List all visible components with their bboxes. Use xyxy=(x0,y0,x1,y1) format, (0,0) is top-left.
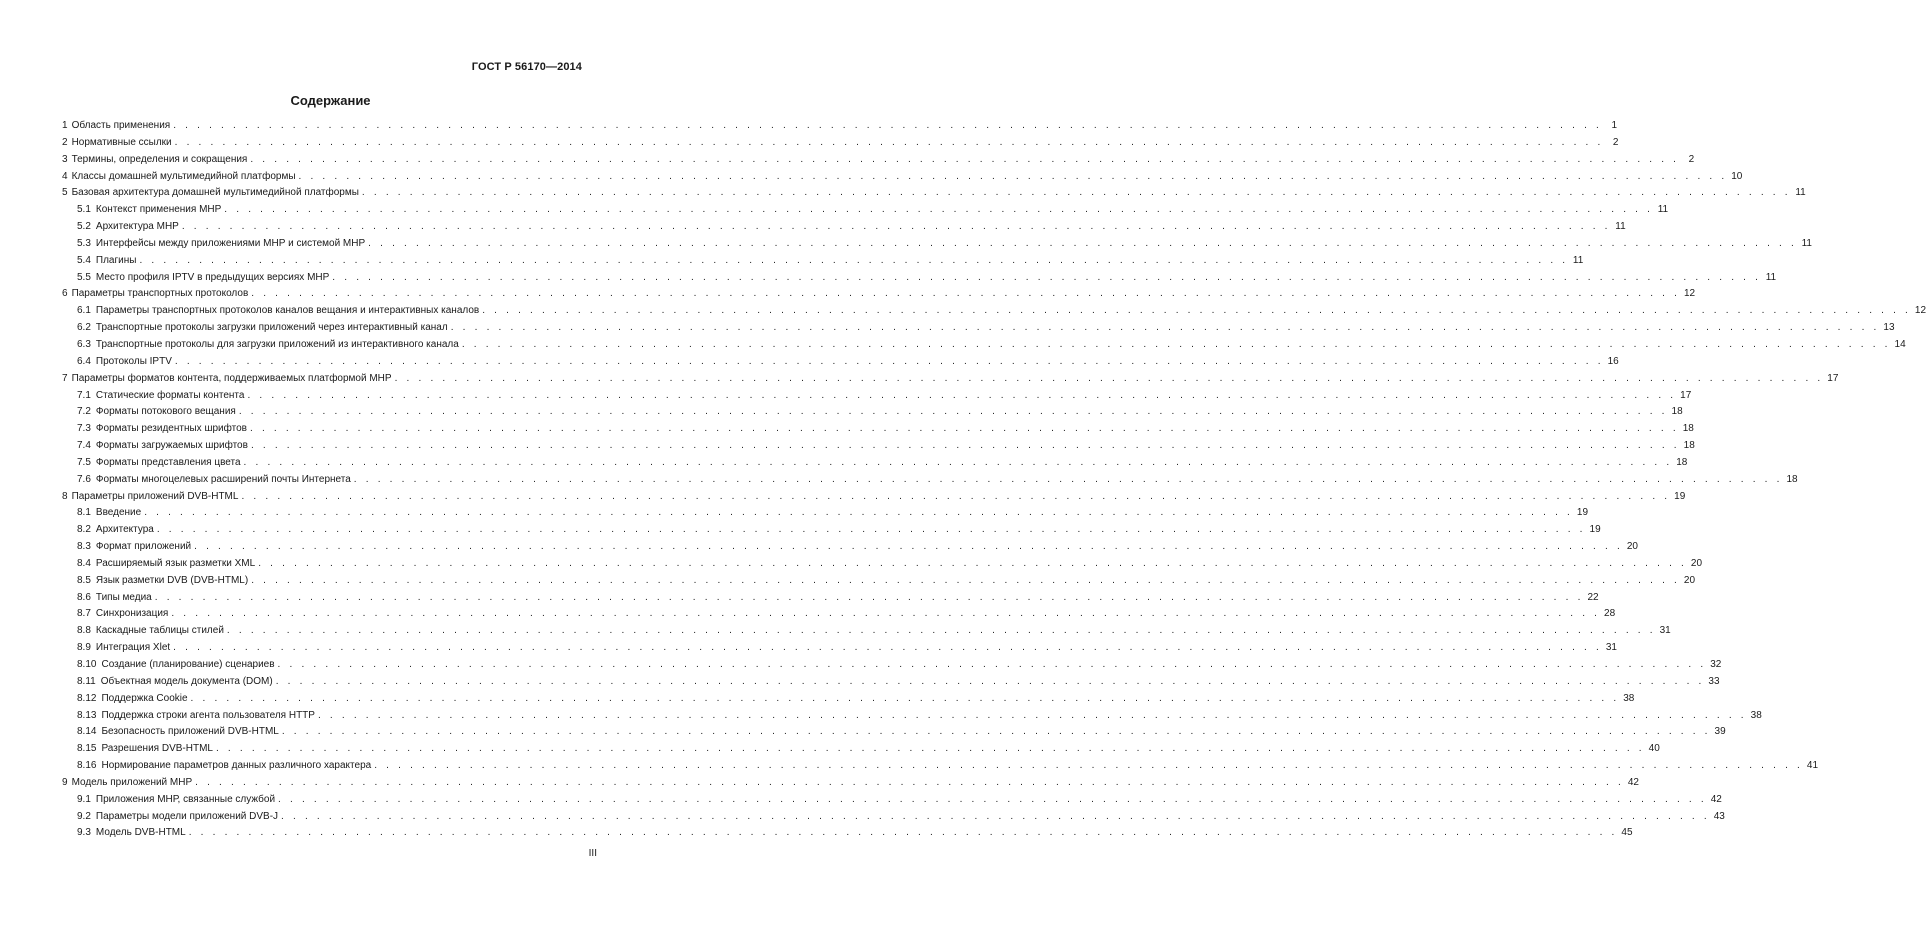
toc-entry-page: 20 xyxy=(1683,574,1696,586)
toc-entry-page: 2 xyxy=(1612,136,1619,148)
toc-dot-leader: . . . . . . . . . . . . . . . . . . . . . . . . . . . . . . . . . . . . . . . . . . . . . . . . . . . . . . . . . . . . . . . . . . . . . . . . . . . . . . . . . . . . . . . . . . . . . . . . . . . . . . . . . . . . . . . . . . . . . . . . xyxy=(174,136,1604,148)
toc-dot-leader: . . . . . . . . . . . . . . . . . . . . . . . . . . . . . . . . . . . . . . . . . . . . . . . . . . . . . . . . . . . . . . . . . . . . . . . . . . . . . . . . . . . . . . . . . . . . . . . . . . . . . . . . . . . . . . . . . . . . . . . . xyxy=(461,338,1891,350)
toc-dot-leader: . . . . . . . . . . . . . . . . . . . . . . . . . . . . . . . . . . . . . . . . . . . . . . . . . . . . . . . . . . . . . . . . . . . . . . . . . . . . . . . . . . . . . . . . . . . . . . . . . . . . . . . . . . . . . . . . . . . . . . . . xyxy=(277,659,1707,670)
toc-entry-number: 8.9 xyxy=(77,642,91,654)
toc-entry[interactable] xyxy=(62,185,1806,202)
toc-entry[interactable] xyxy=(62,724,1726,741)
toc-entry-number: 5.1 xyxy=(77,204,91,216)
toc-entry-label: Параметры приложений DVB-HTML xyxy=(71,490,239,502)
toc-entry-label: Термины, определения и сокращения xyxy=(71,153,248,165)
toc-entry-page: 17 xyxy=(1680,389,1692,401)
toc-entry[interactable] xyxy=(62,472,1798,489)
toc-entry[interactable] xyxy=(62,455,1688,472)
toc-entry-label: Параметры модели приложений DVB-J xyxy=(95,810,279,822)
toc-dot-leader: . . . . . . . . . . . . . . . . . . . . . . . . . . . . . . . . . . . . . . . . . . . . . . . . . . . . . . . . . . . . . . . . . . . . . . . . . . . . . . . . . . . . . . . . . . . . . . . . . . . . . . . . . . . . . . . . . . . . . . . . xyxy=(156,524,1586,536)
toc-entry-page: 19 xyxy=(1674,490,1686,502)
toc-entry-label: Транспортные протоколы для загрузки приложений из интерактивного канала xyxy=(95,338,459,350)
toc-dot-leader: . . . . . . . . . . . . . . . . . . . . . . . . . . . . . . . . . . . . . . . . . . . . . . . . . . . . . . . . . . . . . . . . . . . . . . . . . . . . . . . . . . . . . . . . . . . . . . . . . . . . . . . . . . . . . . . . . . . . . . . . xyxy=(317,709,1747,721)
toc-entry[interactable] xyxy=(62,657,1722,674)
toc-entry[interactable] xyxy=(62,303,1926,320)
toc-entry[interactable] xyxy=(62,556,1703,573)
toc-entry-page: 18 xyxy=(1682,423,1694,435)
toc-entry-page: 17 xyxy=(1827,372,1839,384)
toc-dot-leader: . . . . . . . . . . . . . . . . . . . . . . . . . . . . . . . . . . . . . . . . . . . . . . . . . . . . . . . . . . . . . . . . . . . . . . . . . . . . . . . . . . . . . . . . . . . . . . . . . . . . . . . . . . . . . . . . . . . . . . . . xyxy=(250,153,1680,165)
toc-entry[interactable] xyxy=(62,691,1635,708)
toc-entry-number: 2 xyxy=(62,136,68,148)
toc-entry-number: 8.4 xyxy=(77,557,91,569)
toc-dot-leader: . . . . . . . . . . . . . . . . . . . . . . . . . . . . . . . . . . . . . . . . . . . . . . . . . . . . . . . . . . . . . . . . . . . . . . . . . . . . . . . . . . . . . . . . . . . . . . . . . . . . . . . . . . . . . . . . . . . . . . . . xyxy=(195,776,1624,788)
toc-entry-label: Каскадные таблицы стилей xyxy=(95,625,224,637)
toc-entry-number: 9 xyxy=(62,776,68,788)
toc-entry-page: 42 xyxy=(1710,793,1722,805)
toc-entry[interactable] xyxy=(62,152,1695,169)
toc-dot-leader: . . . . . . . . . . . . . . . . . . . . . . . . . . . . . . . . . . . . . . . . . . . . . . . . . . . . . . . . . . . . . . . . . . . . . . . . . . . . . . . . . . . . . . . . . . . . . . . . . . . . . . . . . . . . . . . . . . . . . . . . xyxy=(249,423,1679,435)
toc-dot-leader: . . . . . . . . . . . . . . . . . . . . . . . . . . . . . . . . . . . . . . . . . . . . . . . . . . . . . . . . . . . . . . . . . . . . . . . . . . . . . . . . . . . . . . . . . . . . . . . . . . . . . . . . . . . . . . . . . . . . . . . . xyxy=(194,541,1623,553)
toc-entry-page: 19 xyxy=(1576,507,1589,519)
toc-entry-number: 4 xyxy=(62,170,68,182)
toc-entry-page: 43 xyxy=(1713,810,1725,822)
toc-entry-label: Нормативные ссылки xyxy=(71,136,172,148)
toc-entry-number: 8.7 xyxy=(77,608,91,620)
toc-entry-label: Параметры форматов контента, поддерживаемых платформой МНР xyxy=(71,372,392,384)
toc-dot-leader: . . . . . . . . . . . . . . . . . . . . . . . . . . . . . . . . . . . . . . . . . . . . . . . . . . . . . . . . . . . . . . . . . . . . . . . . . . . . . . . . . . . . . . . . . . . . . . . . . . . . . . . . . . . . . . . . . . . . . . . . xyxy=(224,204,1654,216)
toc-entry-number: 8.15 xyxy=(77,743,97,755)
toc-entry-label: Плагины xyxy=(95,254,137,266)
toc-entry-page: 42 xyxy=(1627,776,1639,788)
toc-entry[interactable] xyxy=(62,135,1619,152)
toc-dot-leader: . . . . . . . . . . . . . . . . . . . . . . . . . . . . . . . . . . . . . . . . . . . . . . . . . . . . . . . . . . . . . . . . . . . . . . . . . . . . . . . . . . . . . . . . . . . . . . . . . . . . . . . . . . . . . . . . . . . . . . . . xyxy=(394,372,1824,384)
toc-dot-leader: . . . . . . . . . . . . . . . . . . . . . . . . . . . . . . . . . . . . . . . . . . . . . . . . . . . . . . . . . . . . . . . . . . . . . . . . . . . . . . . . . . . . . . . . . . . . . . . . . . . . . . . . . . . . . . . . . . . . . . . . xyxy=(238,406,1668,418)
toc-entry-page: 16 xyxy=(1607,355,1619,367)
toc-entry-number: 8.10 xyxy=(77,659,97,670)
toc-entry[interactable] xyxy=(62,202,1669,219)
toc-dot-leader: . . . . . . . . . . . . . . . . . . . . . . . . . . . . . . . . . . . . . . . . . . . . . . . . . . . . . . . . . . . . . . . . . . . . . . . . . . . . . . . . . . . . . . . . . . . . . . . . . . . . . . . . . . . . . . . . . . . . . . . . xyxy=(361,187,1791,199)
toc-entry[interactable] xyxy=(62,792,1722,809)
toc-dot-leader: . . . . . . . . . . . . . . . . . . . . . . . . . . . . . . . . . . . . . . . . . . . . . . . . . . . . . . . . . . . . . . . . . . . . . . . . . . . . . . . . . . . . . . . . . . . . . . . . . . . . . . . . . . . . . . . . . . . . . . . . xyxy=(139,254,1569,266)
toc-entry[interactable] xyxy=(62,640,1617,657)
toc-entry-page: 10 xyxy=(1731,170,1743,182)
toc-entry-label: Приложения МНР, связанные службой xyxy=(95,793,276,805)
table-of-contents xyxy=(62,118,1926,842)
toc-entry[interactable] xyxy=(62,606,1616,623)
toc-entry-number: 8.11 xyxy=(77,675,96,687)
toc-entry-number: 1 xyxy=(62,120,68,131)
toc-entry-number: 8 xyxy=(62,490,68,502)
toc-entry-page: 38 xyxy=(1750,709,1762,721)
toc-entry-label: Транспортные протоколы загрузки приложений через интерактивный канал xyxy=(95,322,448,334)
toc-entry[interactable] xyxy=(62,219,1626,236)
toc-entry-label: Расширяемый язык разметки XML xyxy=(95,557,256,569)
toc-dot-leader: . . . . . . . . . . . . . . . . . . . . . . . . . . . . . . . . . . . . . . . . . . . . . . . . . . . . . . . . . . . . . . . . . . . . . . . . . . . . . . . . . . . . . . . . . . . . . . . . . . . . . . . . . . . . . . . . . . . . . . . . xyxy=(251,288,1681,300)
toc-dot-leader: . . . . . . . . . . . . . . . . . . . . . . . . . . . . . . . . . . . . . . . . . . . . . . . . . . . . . . . . . . . . . . . . . . . . . . . . . . . . . . . . . . . . . . . . . . . . . . . . . . . . . . . . . . . . . . . . . . . . . . . . xyxy=(174,355,1604,367)
page-title: Содержание xyxy=(290,93,371,108)
toc-dot-leader: . . . . . . . . . . . . . . . . . . . . . . . . . . . . . . . . . . . . . . . . . . . . . . . . . . . . . . . . . . . . . . . . . . . . . . . . . . . . . . . . . . . . . . . . . . . . . . . . . . . . . . . . . . . . . . . . . . . . . . . . xyxy=(154,591,1584,603)
toc-entry[interactable] xyxy=(62,489,1686,506)
toc-dot-leader: . . . . . . . . . . . . . . . . . . . . . . . . . . . . . . . . . . . . . . . . . . . . . . . . . . . . . . . . . . . . . . . . . . . . . . . . . . . . . . . . . . . . . . . . . . . . . . . . . . . . . . . . . . . . . . . . . . . . . . . . xyxy=(281,726,1711,738)
toc-entry[interactable] xyxy=(62,674,1720,691)
toc-entry-page: 39 xyxy=(1714,726,1726,738)
toc-entry-page: 13 xyxy=(1883,322,1895,334)
toc-entry-label: Интерфейсы между приложениями МНР и системой МНР xyxy=(95,237,366,249)
toc-entry-label: Контекст применения МНР xyxy=(95,204,222,216)
toc-entry-label: Форматы потокового вещания xyxy=(95,406,236,418)
toc-entry-label: Архитектура МНР xyxy=(95,221,179,233)
page-number: III xyxy=(588,848,597,859)
toc-entry-page: 11 xyxy=(1765,271,1777,283)
toc-dot-leader: . . . . . . . . . . . . . . . . . . . . . . . . . . . . . . . . . . . . . . . . . . . . . . . . . . . . . . . . . . . . . . . . . . . . . . . . . . . . . . . . . . . . . . . . . . . . . . . . . . . . . . . . . . . . . . . . . . . . . . . . xyxy=(258,557,1688,569)
toc-entry[interactable] xyxy=(62,573,1696,590)
toc-entry-page: 11 xyxy=(1615,221,1626,233)
toc-entry[interactable] xyxy=(62,438,1695,455)
toc-entry-label: Объектная модель документа (DOM) xyxy=(100,675,273,687)
toc-entry-label: Интеграция Xlet xyxy=(95,642,171,654)
toc-entry[interactable] xyxy=(62,253,1584,270)
toc-entry-page: 11 xyxy=(1801,237,1812,249)
toc-dot-leader: . . . . . . . . . . . . . . . . . . . . . . . . . . . . . . . . . . . . . . . . . . . . . . . . . . . . . . . . . . . . . . . . . . . . . . . . . . . . . . . . . . . . . . . . . . . . . . . . . . . . . . . . . . . . . . . . . . . . . . . . xyxy=(450,322,1880,334)
toc-entry-label: Безопасность приложений DVB-HTML xyxy=(101,726,279,738)
toc-entry-number: 8.12 xyxy=(77,692,97,704)
toc-entry-label: Нормирование параметров данных различного характера xyxy=(101,760,372,772)
toc-entry[interactable] xyxy=(62,404,1683,421)
toc-dot-leader: . . . . . . . . . . . . . . . . . . . . . . . . . . . . . . . . . . . . . . . . . . . . . . . . . . . . . . . . . . . . . . . . . . . . . . . . . . . . . . . . . . . . . . . . . . . . . . . . . . . . . . . . . . . . . . . . . . . . . . . . xyxy=(190,692,1620,704)
toc-entry-number: 6.3 xyxy=(77,338,91,350)
toc-entry-page: 31 xyxy=(1605,642,1617,654)
toc-entry-label: Архитектура xyxy=(95,524,154,536)
toc-entry-number: 8.14 xyxy=(77,726,97,738)
toc-entry-label: Протоколы IPTV xyxy=(95,355,172,367)
toc-entry-page: 20 xyxy=(1626,541,1638,553)
toc-entry-page: 38 xyxy=(1623,692,1635,704)
toc-entry-number: 5.5 xyxy=(77,271,91,283)
toc-entry-number: 5 xyxy=(62,187,68,199)
toc-dot-leader: . . . . . . . . . . . . . . . . . . . . . . . . . . . . . . . . . . . . . . . . . . . . . . . . . . . . . . . . . . . . . . . . . . . . . . . . . . . . . . . . . . . . . . . . . . . . . . . . . . . . . . . . . . . . . . . . . . . . . . . . xyxy=(332,271,1762,283)
toc-entry-page: 2 xyxy=(1688,153,1695,165)
toc-dot-leader: . . . . . . . . . . . . . . . . . . . . . . . . . . . . . . . . . . . . . . . . . . . . . . . . . . . . . . . . . . . . . . . . . . . . . . . . . . . . . . . . . . . . . . . . . . . . . . . . . . . . . . . . . . . . . . . . . . . . . . . . xyxy=(173,120,1603,131)
toc-entry-label: Область применения xyxy=(71,120,171,131)
toc-entry-page: 33 xyxy=(1708,675,1720,687)
toc-entry-page: 12 xyxy=(1914,305,1926,317)
toc-entry-number: 8.16 xyxy=(77,760,97,772)
toc-entry[interactable] xyxy=(62,320,1895,337)
toc-entry-label: Разрешения DVB-HTML xyxy=(101,743,213,755)
toc-entry-page: 18 xyxy=(1671,406,1683,418)
toc-dot-leader: . . . . . . . . . . . . . . . . . . . . . . . . . . . . . . . . . . . . . . . . . . . . . . . . . . . . . . . . . . . . . . . . . . . . . . . . . . . . . . . . . . . . . . . . . . . . . . . . . . . . . . . . . . . . . . . . . . . . . . . . xyxy=(278,793,1707,805)
toc-entry[interactable] xyxy=(62,169,1743,186)
toc-entry-number: 6.2 xyxy=(77,322,91,334)
toc-entry-page: 32 xyxy=(1710,659,1722,670)
toc-entry-label: Параметры транспортных протоколов xyxy=(71,288,249,300)
toc-dot-leader: . . . . . . . . . . . . . . . . . . . . . . . . . . . . . . . . . . . . . . . . . . . . . . . . . . . . . . . . . . . . . . . . . . . . . . . . . . . . . . . . . . . . . . . . . . . . . . . . . . . . . . . . . . . . . . . . . . . . . . . . xyxy=(243,456,1673,468)
toc-entry-page: 40 xyxy=(1648,743,1660,755)
toc-entry-number: 8.6 xyxy=(77,591,91,603)
toc-entry[interactable] xyxy=(62,286,1696,303)
toc-dot-leader: . . . . . . . . . . . . . . . . . . . . . . . . . . . . . . . . . . . . . . . . . . . . . . . . . . . . . . . . . . . . . . . . . . . . . . . . . . . . . . . . . . . . . . . . . . . . . . . . . . . . . . . . . . . . . . . . . . . . . . . . xyxy=(250,440,1680,452)
toc-entry-page: 18 xyxy=(1683,440,1695,452)
toc-dot-leader: . . . . . . . . . . . . . . . . . . . . . . . . . . . . . . . . . . . . . . . . . . . . . . . . . . . . . . . . . . . . . . . . . . . . . . . . . . . . . . . . . . . . . . . . . . . . . . . . . . . . . . . . . . . . . . . . . . . . . . . . xyxy=(247,389,1677,401)
toc-entry-number: 8.2 xyxy=(77,524,91,536)
toc-entry-number: 8.8 xyxy=(77,625,91,637)
toc-entry-label: Типы медиа xyxy=(95,591,152,603)
toc-entry-number: 8.5 xyxy=(77,574,91,586)
toc-entry-page: 1 xyxy=(1611,120,1618,131)
toc-entry-number: 7 xyxy=(62,372,68,384)
toc-dot-leader: . . . . . . . . . . . . . . . . . . . . . . . . . . . . . . . . . . . . . . . . . . . . . . . . . . . . . . . . . . . . . . . . . . . . . . . . . . . . . . . . . . . . . . . . . . . . . . . . . . . . . . . . . . . . . . . . . . . . . . . . xyxy=(298,170,1728,182)
toc-entry-number: 3 xyxy=(62,153,68,165)
toc-entry-page: 18 xyxy=(1786,473,1798,485)
toc-entry-number: 7.1 xyxy=(77,389,91,401)
toc-entry-label: Место профиля IPTV в предыдущих версиях МНР xyxy=(95,271,330,283)
toc-dot-leader: . . . . . . . . . . . . . . . . . . . . . . . . . . . . . . . . . . . . . . . . . . . . . . . . . . . . . . . . . . . . . . . . . . . . . . . . . . . . . . . . . . . . . . . . . . . . . . . . . . . . . . . . . . . . . . . . . . . . . . . . xyxy=(353,473,1783,485)
toc-entry[interactable] xyxy=(62,825,1633,842)
toc-entry-label: Модель DVB-HTML xyxy=(95,827,186,839)
toc-entry[interactable] xyxy=(62,623,1671,640)
toc-entry-page: 12 xyxy=(1683,288,1696,300)
standard-designation: ГОСТ Р 56170—2014 xyxy=(471,61,582,73)
toc-entry-label: Модель приложений МНР xyxy=(71,776,193,788)
toc-entry-number: 7.2 xyxy=(77,406,91,418)
toc-entry-number: 8.3 xyxy=(77,541,91,553)
toc-entry-label: Форматы резидентных шрифтов xyxy=(95,423,247,435)
toc-entry-page: 22 xyxy=(1587,591,1599,603)
toc-entry-label: Статические форматы контента xyxy=(95,389,245,401)
toc-entry-label: Форматы загружаемых шрифтов xyxy=(95,440,248,452)
toc-entry-page: 41 xyxy=(1806,760,1819,772)
toc-entry-page: 45 xyxy=(1621,827,1633,839)
toc-entry-page: 20 xyxy=(1690,557,1703,569)
toc-entry-label: Классы домашней мультимедийной платформы xyxy=(71,170,296,182)
toc-dot-leader: . . . . . . . . . . . . . . . . . . . . . . . . . . . . . . . . . . . . . . . . . . . . . . . . . . . . . . . . . . . . . . . . . . . . . . . . . . . . . . . . . . . . . . . . . . . . . . . . . . . . . . . . . . . . . . . . . . . . . . . . xyxy=(226,625,1656,637)
toc-entry-label: Введение xyxy=(95,507,142,519)
toc-dot-leader: . . . . . . . . . . . . . . . . . . . . . . . . . . . . . . . . . . . . . . . . . . . . . . . . . . . . . . . . . . . . . . . . . . . . . . . . . . . . . . . . . . . . . . . . . . . . . . . . . . . . . . . . . . . . . . . . . . . . . . . . xyxy=(251,574,1681,586)
toc-entry-number: 9.2 xyxy=(77,810,91,822)
toc-dot-leader: . . . . . . . . . . . . . . . . . . . . . . . . . . . . . . . . . . . . . . . . . . . . . . . . . . . . . . . . . . . . . . . . . . . . . . . . . . . . . . . . . . . . . . . . . . . . . . . . . . . . . . . . . . . . . . . . . . . . . . . . xyxy=(144,507,1574,519)
toc-entry-page: 31 xyxy=(1659,625,1671,637)
toc-entry[interactable] xyxy=(62,354,1619,371)
toc-entry-page: 18 xyxy=(1676,456,1688,468)
toc-entry[interactable] xyxy=(62,118,1618,135)
toc-entry-number: 6 xyxy=(62,288,68,300)
toc-dot-leader: . . . . . . . . . . . . . . . . . . . . . . . . . . . . . . . . . . . . . . . . . . . . . . . . . . . . . . . . . . . . . . . . . . . . . . . . . . . . . . . . . . . . . . . . . . . . . . . . . . . . . . . . . . . . . . . . . . . . . . . . xyxy=(171,608,1601,620)
toc-entry-page: 28 xyxy=(1604,608,1616,620)
toc-dot-leader: . . . . . . . . . . . . . . . . . . . . . . . . . . . . . . . . . . . . . . . . . . . . . . . . . . . . . . . . . . . . . . . . . . . . . . . . . . . . . . . . . . . . . . . . . . . . . . . . . . . . . . . . . . . . . . . . . . . . . . . . xyxy=(281,810,1710,822)
toc-entry[interactable] xyxy=(62,741,1660,758)
toc-entry-number: 6.1 xyxy=(77,305,91,317)
toc-entry-label: Синхронизация xyxy=(95,608,169,620)
toc-entry-page: 11 xyxy=(1572,254,1584,266)
toc-entry-number: 9.1 xyxy=(77,793,91,805)
toc-dot-leader: . . . . . . . . . . . . . . . . . . . . . . . . . . . . . . . . . . . . . . . . . . . . . . . . . . . . . . . . . . . . . . . . . . . . . . . . . . . . . . . . . . . . . . . . . . . . . . . . . . . . . . . . . . . . . . . . . . . . . . . . xyxy=(275,675,1705,687)
toc-entry-label: Язык разметки DVB (DVB-HTML) xyxy=(95,574,249,586)
toc-dot-leader: . . . . . . . . . . . . . . . . . . . . . . . . . . . . . . . . . . . . . . . . . . . . . . . . . . . . . . . . . . . . . . . . . . . . . . . . . . . . . . . . . . . . . . . . . . . . . . . . . . . . . . . . . . . . . . . . . . . . . . . . xyxy=(374,760,1804,772)
toc-entry-number: 6.4 xyxy=(77,355,91,367)
toc-entry-number: 5.3 xyxy=(77,237,91,249)
toc-entry[interactable] xyxy=(62,758,1819,775)
toc-entry[interactable] xyxy=(62,708,1762,725)
toc-entry[interactable] xyxy=(62,236,1812,253)
toc-entry-label: Создание (планирование) сценариев xyxy=(101,659,275,670)
toc-entry[interactable] xyxy=(62,809,1725,826)
toc-entry[interactable] xyxy=(62,371,1839,388)
toc-entry-label: Форматы представления цвета xyxy=(95,456,241,468)
toc-entry-page: 11 xyxy=(1795,187,1806,199)
toc-entry-number: 7.5 xyxy=(77,456,91,468)
toc-dot-leader: . . . . . . . . . . . . . . . . . . . . . . . . . . . . . . . . . . . . . . . . . . . . . . . . . . . . . . . . . . . . . . . . . . . . . . . . . . . . . . . . . . . . . . . . . . . . . . . . . . . . . . . . . . . . . . . . . . . . . . . . xyxy=(241,490,1671,502)
toc-dot-leader: . . . . . . . . . . . . . . . . . . . . . . . . . . . . . . . . . . . . . . . . . . . . . . . . . . . . . . . . . . . . . . . . . . . . . . . . . . . . . . . . . . . . . . . . . . . . . . . . . . . . . . . . . . . . . . . . . . . . . . . . xyxy=(368,237,1797,249)
toc-entry-number: 5.2 xyxy=(77,221,91,233)
toc-entry-page: 14 xyxy=(1894,338,1906,350)
toc-entry-number: 7.6 xyxy=(77,473,91,485)
toc-dot-leader: . . . . . . . . . . . . . . . . . . . . . . . . . . . . . . . . . . . . . . . . . . . . . . . . . . . . . . . . . . . . . . . . . . . . . . . . . . . . . . . . . . . . . . . . . . . . . . . . . . . . . . . . . . . . . . . . . . . . . . . . xyxy=(215,743,1645,755)
toc-entry-label: Поддержка Cookie xyxy=(101,692,188,704)
toc-entry-number: 5.4 xyxy=(77,254,91,266)
toc-entry-label: Формат приложений xyxy=(95,541,192,553)
toc-entry-number: 9.3 xyxy=(77,827,91,839)
toc-dot-leader: . . . . . . . . . . . . . . . . . . . . . . . . . . . . . . . . . . . . . . . . . . . . . . . . . . . . . . . . . . . . . . . . . . . . . . . . . . . . . . . . . . . . . . . . . . . . . . . . . . . . . . . . . . . . . . . . . . . . . . . . xyxy=(188,827,1618,839)
toc-entry-page: 19 xyxy=(1589,524,1601,536)
toc-entry-label: Базовая архитектура домашней мультимедийной платформы xyxy=(71,187,359,199)
toc-entry-label: Поддержка строки агента пользователя HTTP xyxy=(101,709,315,721)
toc-dot-leader: . . . . . . . . . . . . . . . . . . . . . . . . . . . . . . . . . . . . . . . . . . . . . . . . . . . . . . . . . . . . . . . . . . . . . . . . . . . . . . . . . . . . . . . . . . . . . . . . . . . . . . . . . . . . . . . . . . . . . . . . xyxy=(482,305,1912,317)
toc-entry-number: 8.1 xyxy=(77,507,91,519)
toc-entry-number: 7.3 xyxy=(77,423,91,435)
toc-entry-label: Форматы многоцелевых расширений почты Интернета xyxy=(95,473,351,485)
toc-entry-page: 11 xyxy=(1657,204,1669,216)
toc-entry[interactable] xyxy=(62,590,1599,607)
toc-entry[interactable] xyxy=(62,539,1638,556)
toc-entry-label: Параметры транспортных протоколов каналов вещания и интерактивных каналов xyxy=(95,305,480,317)
toc-entry[interactable] xyxy=(62,522,1601,539)
toc-entry[interactable] xyxy=(62,270,1777,287)
toc-entry[interactable] xyxy=(62,388,1692,405)
toc-entry[interactable] xyxy=(62,337,1906,354)
toc-entry[interactable] xyxy=(62,421,1694,438)
toc-entry-number: 8.13 xyxy=(77,709,97,721)
toc-dot-leader: . . . . . . . . . . . . . . . . . . . . . . . . . . . . . . . . . . . . . . . . . . . . . . . . . . . . . . . . . . . . . . . . . . . . . . . . . . . . . . . . . . . . . . . . . . . . . . . . . . . . . . . . . . . . . . . . . . . . . . . . xyxy=(173,642,1602,654)
toc-entry[interactable] xyxy=(62,505,1589,522)
toc-dot-leader: . . . . . . . . . . . . . . . . . . . . . . . . . . . . . . . . . . . . . . . . . . . . . . . . . . . . . . . . . . . . . . . . . . . . . . . . . . . . . . . . . . . . . . . . . . . . . . . . . . . . . . . . . . . . . . . . . . . . . . . . xyxy=(181,221,1611,233)
toc-entry[interactable] xyxy=(62,775,1639,792)
toc-entry-number: 7.4 xyxy=(77,440,91,452)
